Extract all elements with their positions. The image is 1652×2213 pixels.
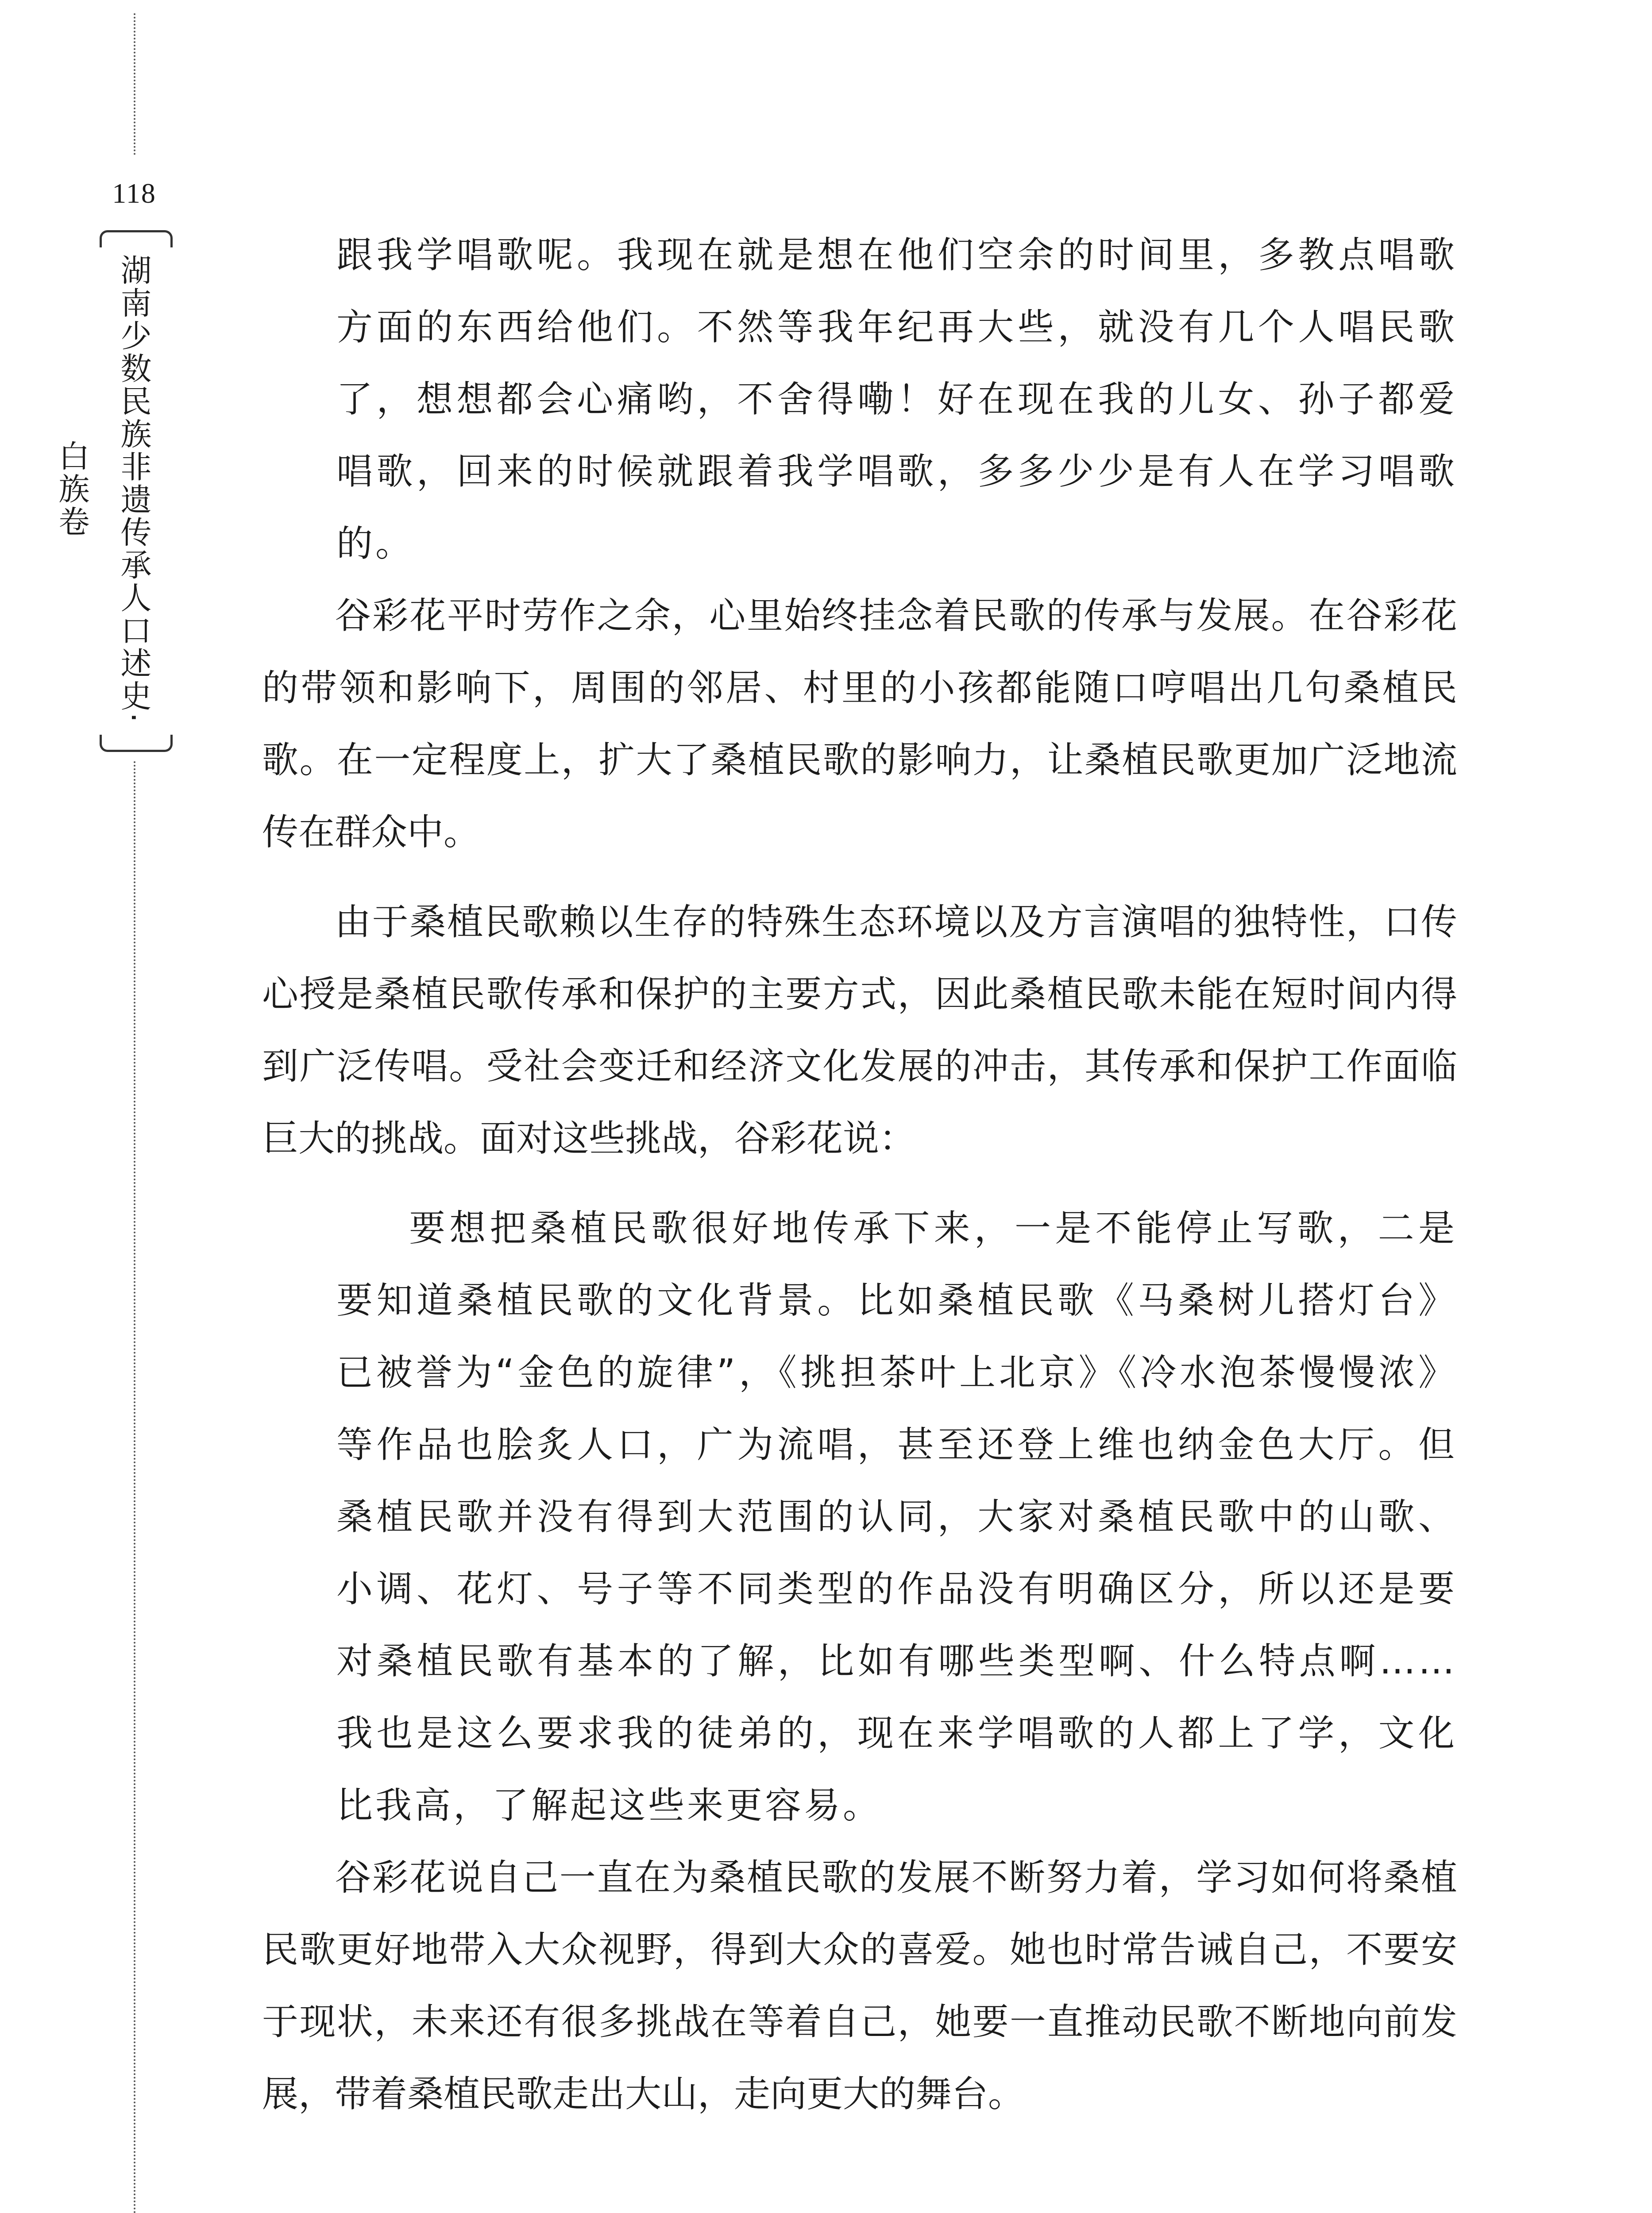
paragraph-1: 谷彩花平时劳作之余，心里始终挂念着民歌的传承与发展。在谷彩花的带领和影响下，周围的邻居、村里的小孩都能随口哼唱出几句桑植民歌。在一定程度上，扩大了桑植民歌的影响力，让桑植民歌更加广泛地流传在群众中。 [262,595,1457,853]
header-rule-top [134,13,135,155]
title-bracket-top [100,230,173,247]
quote-continuation: 跟我学唱歌呢。我现在就是想在他们空余的时间里，多教点唱歌方面的东西给他们。不然等我年纪再大些，就没有几个人唱民歌了，想想都会心痛哟，不舍得嘞！好在现在我的儿女、孙子都爱唱歌，回来的时候就跟着我学唱歌，多多少少是有人在学习唱歌的。 [336,234,1457,565]
page-number: 118 [112,177,156,209]
header-rule-bottom [134,761,135,2213]
quote-block: 要想把桑植民歌很好地传承下来，一是不能停止写歌，二是要知道桑植民歌的文化背景。比如桑植民歌《马桑树儿搭灯台》已被誉为“金色的旋律”，《挑担茶叶上北京》《冷水泡茶慢慢浓》等作品也脍炙人口，广为流唱，甚至还登上维也纳金色大厅。但桑植民歌并没有得到大范围的认同，大家对桑植民歌中的山歌、小调、花灯、号子等不同类型的作品没有明确区分，所以还是要对桑植民歌有基本的了解，比如有哪些类型啊、什么特点啊……我也是这么要求我的徒弟的，现在来学唱歌的人都上了学，文化比我高，了解起这些来更容易。 [336,1207,1457,1827]
paragraph-2: 由于桑植民歌赖以生存的特殊生态环境以及方言演唱的独特性，口传心授是桑植民歌传承和保护的主要方式，因此桑植民歌未能在短时间内得到广泛传唱。受社会变迁和经济文化发展的冲击，其传承和保护工作面临巨大的挑战。面对这些挑战，谷彩花说： [262,901,1457,1160]
series-title: 湖南少数民族非遗传承人口述史·白族卷 [54,254,152,725]
paragraph-3: 谷彩花说自己一直在为桑植民歌的发展不断努力着，学习如何将桑植民歌更好地带入大众视野，得到大众的喜爱。她也时常告诫自己，不要安于现状，未来还有很多挑战在等着自己，她要一直推动民歌不断地向前发展，带着桑植民歌走出大山，走向更大的舞台。 [262,1857,1457,2115]
title-bracket-bottom [100,735,173,752]
page-body [262,219,1457,2130]
